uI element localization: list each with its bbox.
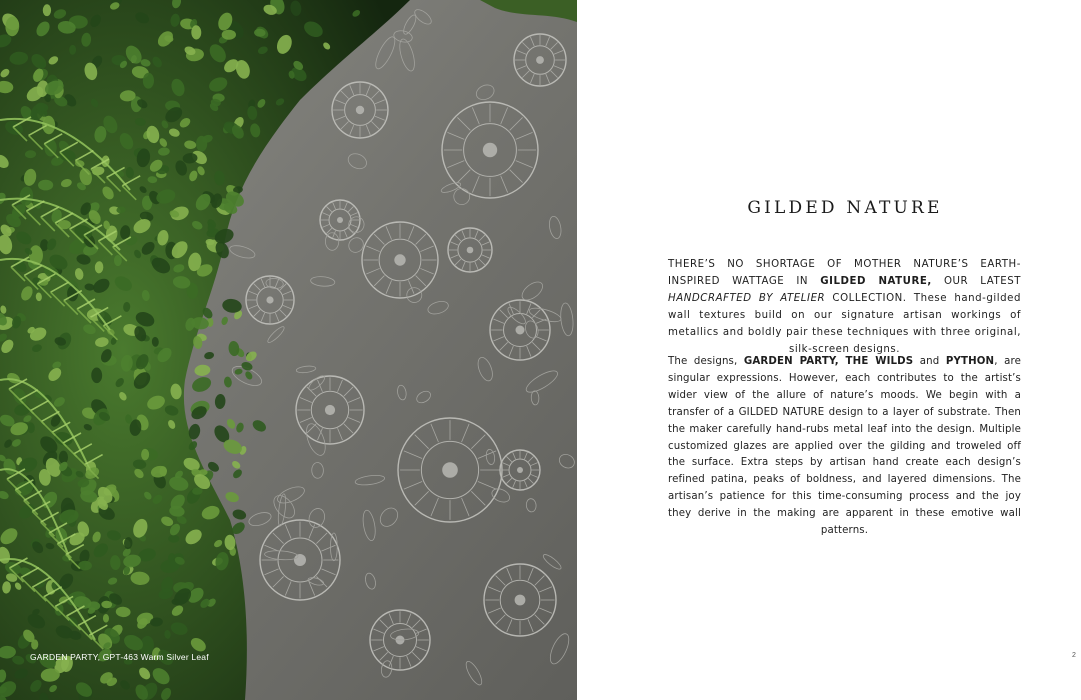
intro-italic-line: HANDCRAFTED BY ATELIER	[668, 292, 826, 304]
text-panel	[577, 0, 1081, 700]
intro-text-2: OUR LATEST	[931, 275, 1021, 287]
body-bold-designs: GARDEN PARTY, THE WILDS	[743, 356, 914, 367]
intro-text-1: THERE’S NO SHORTAGE OF MOTHER NATURE’S EARTH-INSPIRED WATTAGE IN	[668, 259, 1021, 287]
intro-bold-collection: GILDED NATURE,	[820, 275, 932, 287]
page-number: 2	[1072, 652, 1076, 659]
photo-caption: GARDEN PARTY, GPT-463 Warm Silver Leaf	[30, 652, 209, 662]
body-text-2: and	[913, 356, 946, 367]
body-paragraph	[668, 354, 1021, 540]
intro-text-3: COLLECTION. These hand-gilded wall textures build on our signature artisan workings of metallics and boldly pair these techniques with three original, silk-screen designs.	[668, 292, 1021, 355]
body-text-3: , are singular expressions. However, each contributes to the artist’s wider view of the allure of nature’s moods. We begin with a transfer of a GILDED NATURE design to a layer of substrate. Then the maker carefully hand-rubs metal leaf into the design. Multiple customized glazes are applied over the gilding and troweled off the surface. Extra steps by artisan hand create each design’s refined patina, peaks of boldness, and layered dimensions. The artisan’s patience for this time-consuming process and the joy they derive in the making are apparent in these emotive wall patterns.	[668, 356, 1022, 537]
body-text-1: The designs,	[668, 356, 744, 367]
body-bold-python: PYTHON	[945, 356, 995, 367]
article-title: GILDED NATURE	[747, 198, 943, 218]
intro-paragraph	[668, 257, 1021, 358]
